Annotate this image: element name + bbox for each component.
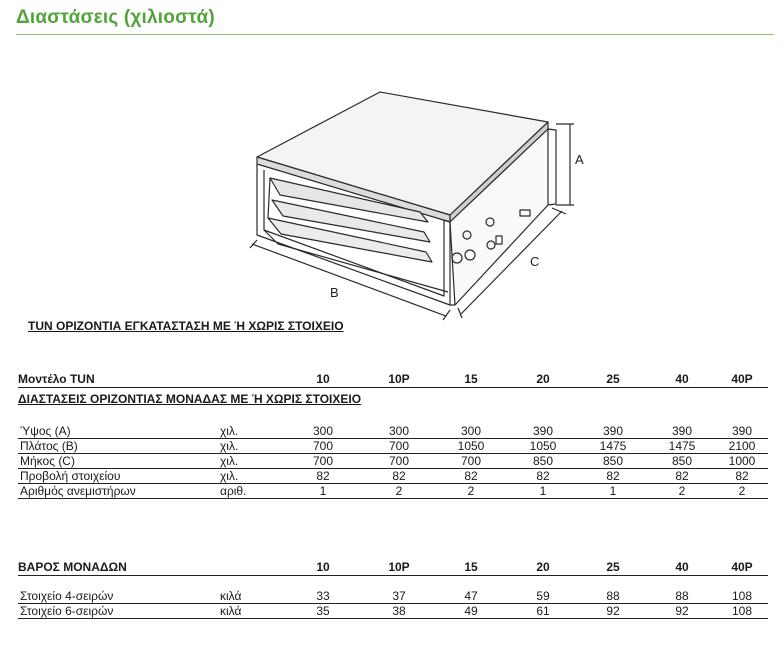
table-cell: 82 [434, 469, 508, 484]
model-column-header: 40P [716, 372, 768, 388]
table-cell: 700 [282, 454, 364, 469]
row-label: Προβολή στοιχείου [18, 469, 218, 484]
table-cell: 850 [508, 454, 578, 469]
table-row [18, 469, 768, 484]
table-cell: 850 [578, 454, 648, 469]
table-cell: 390 [648, 424, 716, 439]
row-label: Αριθμός ανεμιστήρων [18, 484, 218, 499]
table-cell: 300 [364, 424, 434, 439]
table-row [18, 454, 768, 469]
row-unit: κιλά [218, 604, 282, 619]
dimension-label-b: B [330, 285, 339, 300]
table-cell: 2 [716, 484, 768, 499]
row-label: Ύψος (A) [18, 424, 218, 439]
row-label: Στοιχείο 6-σειρών [18, 604, 218, 619]
table-cell: 59 [508, 589, 578, 604]
title-divider [16, 34, 774, 35]
model-column-header: 10 [282, 560, 364, 576]
dimensions-section-title: ΔΙΑΣΤΑΣΕΙΣ ΟΡΙΖΟΝΤΙΑΣ ΜΟΝΑΔΑΣ ΜΕ Ή ΧΩΡΙΣ ΣΤΟΙΧΕΙΟ [18, 392, 362, 406]
table-cell: 49 [434, 604, 508, 619]
row-label: Μήκος (C) [18, 454, 218, 469]
table-cell: 300 [282, 424, 364, 439]
dimensions-section-row [18, 388, 768, 408]
table-cell: 61 [508, 604, 578, 619]
table-cell: 390 [508, 424, 578, 439]
row-unit: χιλ. [218, 439, 282, 454]
dimension-label-c: C [530, 254, 540, 269]
table-cell: 2 [364, 484, 434, 499]
table-row [18, 424, 768, 439]
model-column-header: 40P [716, 560, 768, 576]
table-cell: 390 [578, 424, 648, 439]
table-cell: 700 [364, 439, 434, 454]
dimensions-data-table [18, 424, 768, 499]
model-column-header: 20 [508, 560, 578, 576]
table-cell: 82 [578, 469, 648, 484]
table-cell: 82 [648, 469, 716, 484]
weight-table [18, 560, 768, 576]
model-column-header: 25 [578, 372, 648, 388]
table-cell: 88 [648, 589, 716, 604]
table-cell: 300 [434, 424, 508, 439]
unit-dimension-drawing [238, 78, 598, 328]
table-row [18, 439, 768, 454]
model-column-header: 15 [434, 560, 508, 576]
model-column-header: 10P [364, 372, 434, 388]
table-cell: 37 [364, 589, 434, 604]
table-cell: 1000 [716, 454, 768, 469]
table-cell: 92 [648, 604, 716, 619]
table-cell: 1 [282, 484, 364, 499]
model-column-header: 20 [508, 372, 578, 388]
model-column-header: 40 [648, 372, 716, 388]
table-cell: 82 [364, 469, 434, 484]
model-column-header: 40 [648, 560, 716, 576]
table-cell: 47 [434, 589, 508, 604]
model-header-label: Μοντέλο TUN [18, 372, 218, 388]
table-cell: 1 [508, 484, 578, 499]
row-unit: κιλά [218, 589, 282, 604]
table-row [18, 484, 768, 499]
table-cell: 1475 [648, 439, 716, 454]
model-column-header: 10 [282, 372, 364, 388]
row-unit: χιλ. [218, 454, 282, 469]
row-label: Στοιχείο 4-σειρών [18, 589, 218, 604]
page-title: Διαστάσεις (χιλιοστά) [16, 7, 215, 28]
table-cell: 108 [716, 604, 768, 619]
model-column-header: 15 [434, 372, 508, 388]
table-cell: 1 [578, 484, 648, 499]
table-cell: 850 [648, 454, 716, 469]
weight-data-table [18, 589, 768, 619]
table-cell: 38 [364, 604, 434, 619]
table-cell: 1050 [434, 439, 508, 454]
table-row [18, 589, 768, 604]
table-cell: 82 [716, 469, 768, 484]
weight-header-label: ΒΑΡΟΣ ΜΟΝΑΔΩΝ [18, 560, 218, 576]
table-cell: 2 [648, 484, 716, 499]
table-cell: 35 [282, 604, 364, 619]
table-cell: 108 [716, 589, 768, 604]
table-cell: 2100 [716, 439, 768, 454]
table-cell: 700 [434, 454, 508, 469]
model-column-header: 10P [364, 560, 434, 576]
table-cell: 88 [578, 589, 648, 604]
table-row [18, 604, 768, 619]
dimension-label-a: A [575, 152, 584, 167]
table-cell: 92 [578, 604, 648, 619]
table-cell: 1475 [578, 439, 648, 454]
table-cell: 82 [282, 469, 364, 484]
table-cell: 1050 [508, 439, 578, 454]
dimensions-table [18, 372, 768, 417]
dimensions-header-row [18, 372, 768, 388]
model-column-header: 25 [578, 560, 648, 576]
table-cell: 2 [434, 484, 508, 499]
installation-subtitle: TUN ΟΡΙΖΟΝΤΙΑ ΕΓΚΑΤΑΣΤΑΣΗ ΜΕ Ή ΧΩΡΙΣ ΣΤΟΙΧΕΙΟ [28, 319, 344, 333]
weight-header-row [18, 560, 768, 576]
table-cell: 700 [282, 439, 364, 454]
table-cell: 82 [508, 469, 578, 484]
row-unit: αριθ. [218, 484, 282, 499]
row-unit: χιλ. [218, 424, 282, 439]
row-label: Πλάτος (B) [18, 439, 218, 454]
table-cell: 33 [282, 589, 364, 604]
row-unit: χιλ. [218, 469, 282, 484]
table-cell: 390 [716, 424, 768, 439]
table-cell: 700 [364, 454, 434, 469]
